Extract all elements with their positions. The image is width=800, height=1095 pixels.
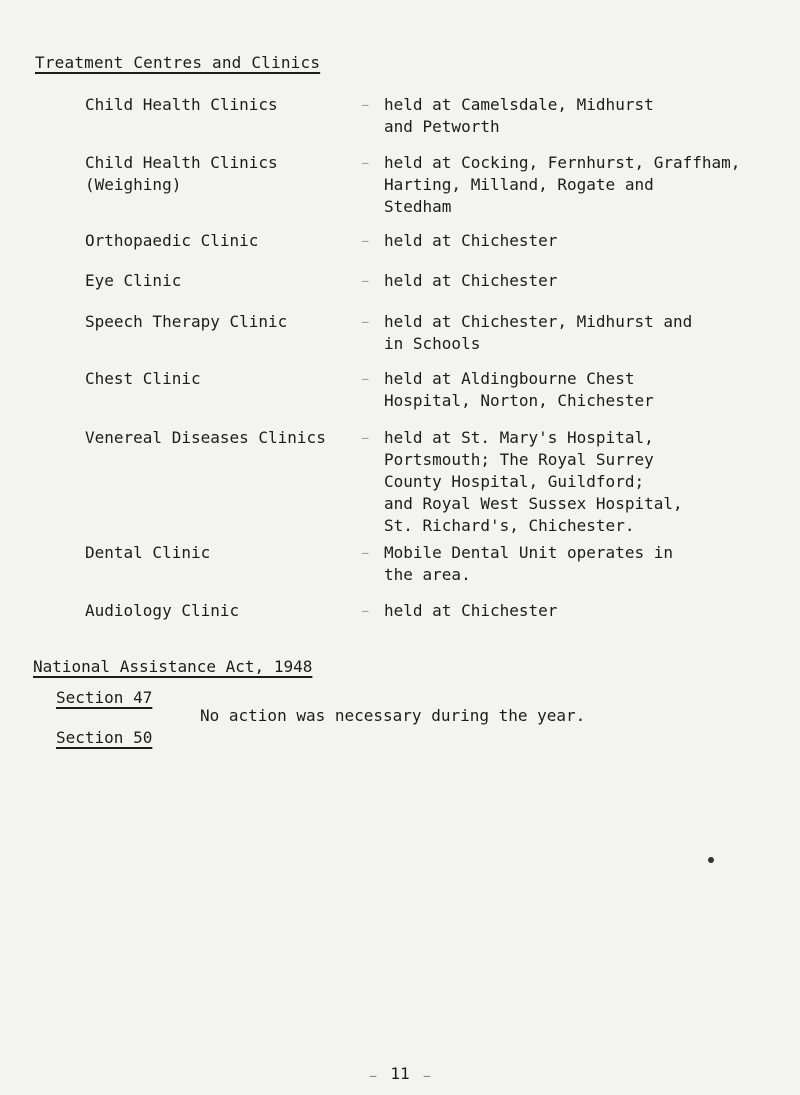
clinic-name: Venereal Diseases Clinics: [85, 428, 326, 447]
dash-separator: –: [362, 315, 369, 328]
dash-separator: –: [362, 372, 369, 385]
section-label: Section 50: [56, 728, 153, 747]
clinic-name: Chest Clinic: [85, 369, 201, 388]
clinic-detail: held at Chichester: [384, 271, 558, 290]
clinic-detail: Mobile Dental Unit operates in the area.: [384, 543, 673, 584]
section-label: Section 47: [56, 688, 153, 707]
page-number: 11: [390, 1064, 410, 1083]
page-title: Treatment Centres and Clinics: [35, 53, 321, 72]
clinic-detail: held at Aldingbourne Chest Hospital, Norton, Chichester: [384, 369, 654, 410]
dash-separator: –: [369, 1069, 377, 1082]
clinic-detail: held at St. Mary's Hospital, Portsmouth; The Royal Surrey County Hospital, Guildford; and Royal West Sussex Hospital, St. Richard's, Chichester.: [384, 428, 683, 535]
section-note: No action was necessary during the year.: [200, 706, 586, 725]
clinic-detail: held at Cocking, Fernhurst, Graffham, Harting, Milland, Rogate and Stedham: [384, 153, 741, 216]
clinic-name: Eye Clinic: [85, 271, 182, 290]
dash-separator: –: [362, 274, 369, 287]
clinic-detail: held at Chichester: [384, 601, 558, 620]
clinic-name: Child Health Clinics (Weighing): [85, 153, 278, 194]
ink-mark: [708, 857, 714, 863]
dash-separator: –: [362, 431, 369, 444]
page-footer: [0, 1064, 800, 1083]
clinic-name: Speech Therapy Clinic: [85, 312, 288, 331]
dash-separator: –: [362, 604, 369, 617]
clinic-detail: held at Chichester, Midhurst and in Schools: [384, 312, 693, 353]
dash-separator: –: [362, 98, 369, 111]
dash-separator: –: [362, 234, 369, 247]
section-heading: National Assistance Act, 1948: [33, 657, 313, 676]
dash-separator: –: [423, 1069, 431, 1082]
dash-separator: –: [362, 546, 369, 559]
clinic-detail: held at Chichester: [384, 231, 558, 250]
clinic-name: Orthopaedic Clinic: [85, 231, 259, 250]
dash-separator: –: [362, 156, 369, 169]
clinic-detail: held at Camelsdale, Midhurst and Petworth: [384, 95, 654, 136]
clinic-name: Dental Clinic: [85, 543, 211, 562]
clinic-name: Audiology Clinic: [85, 601, 240, 620]
clinic-name: Child Health Clinics: [85, 95, 278, 114]
